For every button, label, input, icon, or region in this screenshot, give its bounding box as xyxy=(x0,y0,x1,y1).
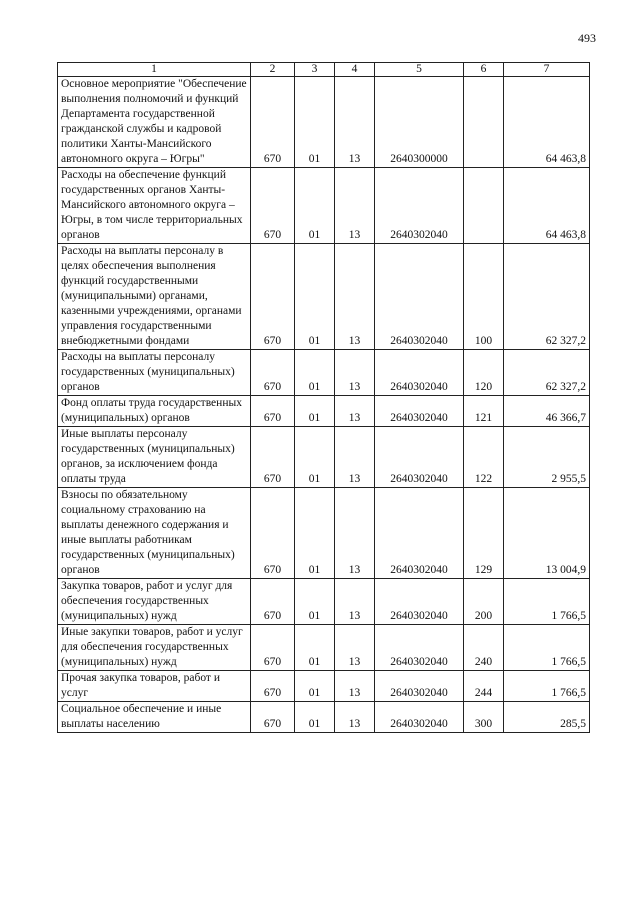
header-col-7: 7 xyxy=(504,63,590,77)
table-row xyxy=(58,488,590,579)
cell-col-3: 01 xyxy=(295,350,335,396)
cell-name: Фонд оплаты труда государственных (муниципальных) органов xyxy=(58,396,251,427)
header-col-3: 3 xyxy=(295,63,335,77)
cell-col-7: 64 463,8 xyxy=(504,77,590,168)
cell-col-3: 01 xyxy=(295,579,335,625)
page-number: 493 xyxy=(578,31,596,45)
cell-col-3: 01 xyxy=(295,488,335,579)
cell-col-2: 670 xyxy=(251,702,295,733)
table-row xyxy=(58,625,590,671)
cell-name: Социальное обеспечение и иные выплаты населению xyxy=(58,702,251,733)
cell-col-6: 300 xyxy=(464,702,504,733)
cell-col-3: 01 xyxy=(295,244,335,350)
cell-col-5: 2640302040 xyxy=(375,350,464,396)
table-row xyxy=(58,427,590,488)
cell-col-3: 01 xyxy=(295,168,335,244)
cell-col-5: 2640302040 xyxy=(375,168,464,244)
cell-col-2: 670 xyxy=(251,396,295,427)
cell-col-7: 1 766,5 xyxy=(504,671,590,702)
cell-col-6: 121 xyxy=(464,396,504,427)
cell-col-5: 2640302040 xyxy=(375,396,464,427)
cell-col-2: 670 xyxy=(251,77,295,168)
cell-col-4: 13 xyxy=(335,244,375,350)
table-row xyxy=(58,77,590,168)
header-col-4: 4 xyxy=(335,63,375,77)
header-col-1: 1 xyxy=(58,63,251,77)
cell-col-6: 122 xyxy=(464,427,504,488)
header-col-6: 6 xyxy=(464,63,504,77)
table-row xyxy=(58,579,590,625)
cell-col-3: 01 xyxy=(295,671,335,702)
header-col-5: 5 xyxy=(375,63,464,77)
cell-col-6 xyxy=(464,168,504,244)
cell-col-2: 670 xyxy=(251,244,295,350)
cell-col-6: 244 xyxy=(464,671,504,702)
cell-name: Расходы на выплаты персоналу в целях обеспечения выполнения функций государственными (муниципальными) органами, казенными учреждениями, органами управления государственными внебюджетными фондами xyxy=(58,244,251,350)
cell-col-6: 120 xyxy=(464,350,504,396)
cell-col-7: 2 955,5 xyxy=(504,427,590,488)
cell-col-4: 13 xyxy=(335,625,375,671)
cell-col-6: 240 xyxy=(464,625,504,671)
cell-col-5: 2640302040 xyxy=(375,427,464,488)
table-row xyxy=(58,396,590,427)
cell-col-2: 670 xyxy=(251,427,295,488)
cell-col-4: 13 xyxy=(335,168,375,244)
cell-col-7: 13 004,9 xyxy=(504,488,590,579)
table-header xyxy=(58,63,590,77)
table-body xyxy=(58,77,590,733)
cell-col-7: 285,5 xyxy=(504,702,590,733)
cell-name: Иные закупки товаров, работ и услуг для обеспечения государственных (муниципальных) нужд xyxy=(58,625,251,671)
cell-col-5: 2640302040 xyxy=(375,702,464,733)
cell-col-4: 13 xyxy=(335,427,375,488)
cell-col-5: 2640302040 xyxy=(375,671,464,702)
cell-col-6: 129 xyxy=(464,488,504,579)
cell-col-2: 670 xyxy=(251,488,295,579)
cell-col-4: 13 xyxy=(335,579,375,625)
cell-col-7: 62 327,2 xyxy=(504,244,590,350)
budget-table xyxy=(57,62,590,733)
cell-name: Взносы по обязательному социальному страхованию на выплаты денежного содержания и иные выплаты работникам государственных (муниципальных) органов xyxy=(58,488,251,579)
cell-col-5: 2640302040 xyxy=(375,579,464,625)
cell-col-2: 670 xyxy=(251,350,295,396)
cell-col-7: 64 463,8 xyxy=(504,168,590,244)
cell-name: Закупка товаров, работ и услуг для обеспечения государственных (муниципальных) нужд xyxy=(58,579,251,625)
table-row xyxy=(58,350,590,396)
cell-col-5: 2640302040 xyxy=(375,488,464,579)
cell-name: Основное мероприятие "Обеспечение выполнения полномочий и функций Департамента государственной гражданской службы и кадровой политики Ханты-Мансийского автономного округа – Югры" xyxy=(58,77,251,168)
cell-col-2: 670 xyxy=(251,168,295,244)
table-row xyxy=(58,671,590,702)
cell-name: Прочая закупка товаров, работ и услуг xyxy=(58,671,251,702)
table-row xyxy=(58,244,590,350)
cell-col-6: 200 xyxy=(464,579,504,625)
cell-col-3: 01 xyxy=(295,702,335,733)
cell-name: Иные выплаты персоналу государственных (муниципальных) органов, за исключением фонда оплаты труда xyxy=(58,427,251,488)
cell-col-4: 13 xyxy=(335,671,375,702)
cell-col-3: 01 xyxy=(295,396,335,427)
cell-col-7: 46 366,7 xyxy=(504,396,590,427)
header-col-2: 2 xyxy=(251,63,295,77)
cell-col-6: 100 xyxy=(464,244,504,350)
cell-col-3: 01 xyxy=(295,427,335,488)
cell-col-7: 1 766,5 xyxy=(504,579,590,625)
cell-col-4: 13 xyxy=(335,396,375,427)
cell-col-4: 13 xyxy=(335,702,375,733)
cell-col-5: 2640302040 xyxy=(375,625,464,671)
cell-name: Расходы на выплаты персоналу государственных (муниципальных) органов xyxy=(58,350,251,396)
table-row xyxy=(58,702,590,733)
cell-col-5: 2640300000 xyxy=(375,77,464,168)
cell-col-4: 13 xyxy=(335,77,375,168)
cell-col-3: 01 xyxy=(295,625,335,671)
header-row xyxy=(58,63,590,77)
table-row xyxy=(58,168,590,244)
cell-col-2: 670 xyxy=(251,579,295,625)
cell-col-2: 670 xyxy=(251,625,295,671)
cell-name: Расходы на обеспечение функций государственных органов Ханты-Мансийского автономного округа – Югры, в том числе территориальных органов xyxy=(58,168,251,244)
cell-col-3: 01 xyxy=(295,77,335,168)
cell-col-4: 13 xyxy=(335,488,375,579)
cell-col-2: 670 xyxy=(251,671,295,702)
cell-col-7: 62 327,2 xyxy=(504,350,590,396)
cell-col-4: 13 xyxy=(335,350,375,396)
cell-col-5: 2640302040 xyxy=(375,244,464,350)
cell-col-6 xyxy=(464,77,504,168)
cell-col-7: 1 766,5 xyxy=(504,625,590,671)
